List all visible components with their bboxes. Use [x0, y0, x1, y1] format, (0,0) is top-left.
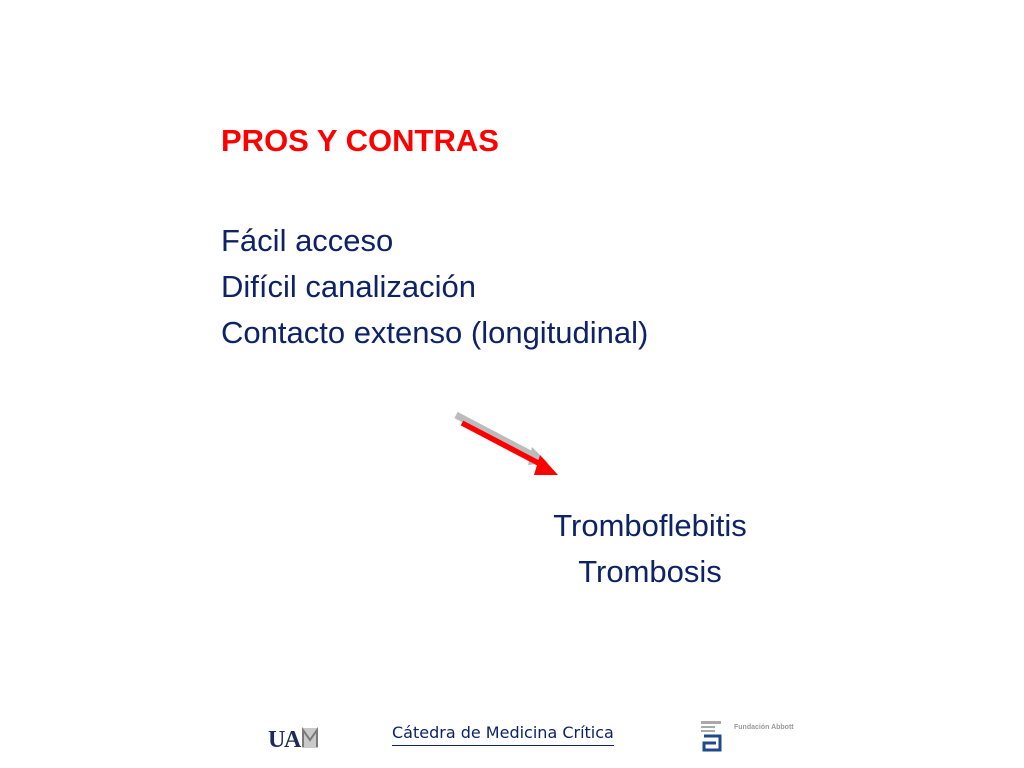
- point-difficult-cannulation: Difícil canalización: [221, 269, 476, 304]
- abbott-name: Fundación Abbott: [734, 724, 794, 731]
- point-extended-contact: Contacto extenso (longitudinal): [221, 315, 649, 350]
- outcome-thrombophlebitis: Tromboflebitis: [553, 508, 747, 543]
- point-easy-access: Fácil acceso: [221, 223, 394, 258]
- points-list: [221, 218, 648, 356]
- arrow-down-right-icon: [448, 405, 568, 485]
- uam-logo: [268, 722, 320, 752]
- arrow-shadow: [456, 415, 548, 465]
- abbott-logo: [700, 720, 728, 752]
- svg-text:U: U: [268, 727, 286, 752]
- outcome-thrombosis: Trombosis: [578, 554, 722, 589]
- arrow-main: [462, 423, 558, 475]
- slide-title: PROS Y CONTRAS: [221, 123, 499, 158]
- svg-text:A: A: [284, 727, 302, 752]
- footer: [0, 712, 1024, 768]
- footer-text: Cátedra de Medicina Crítica: [392, 722, 614, 746]
- outcomes: [500, 503, 800, 595]
